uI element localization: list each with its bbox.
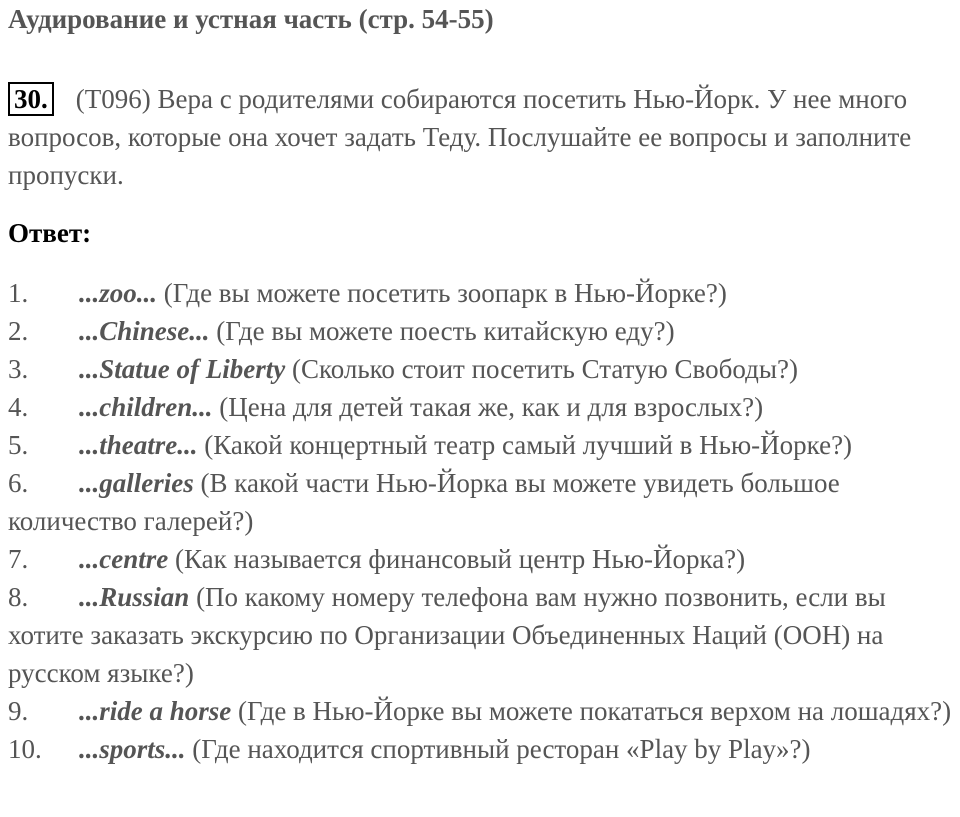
answer-item [8, 426, 953, 464]
answer-text: (По какому номеру телефона вам нужно позвонить, если вы хотите заказать экскурсию по Организации Объединенных Наций (ООН) на русском языке?) [8, 582, 886, 688]
answer-text: (Где в Нью-Йорке вы можете покататься верхом на лошадях?) [231, 696, 952, 726]
answer-text: (Цена для детей такая же, как и для взрослых?) [212, 392, 764, 422]
answer-item [8, 274, 953, 312]
answer-number: 3. [8, 354, 29, 384]
answer-keyword: ...Statue of Liberty [79, 354, 286, 384]
answer-keyword: ...children... [79, 392, 213, 422]
answer-item [8, 578, 953, 692]
answer-text: (Как называется финансовый центр Нью-Йорка?) [168, 544, 746, 574]
answer-number: 5. [8, 430, 29, 460]
answer-text: (Где вы можете посетить зоопарк в Нью-Йорке?) [157, 278, 727, 308]
answer-text: (В какой части Нью-Йорка вы можете увидеть большое количество галерей?) [8, 468, 840, 536]
task-number-badge: 30. [8, 82, 54, 116]
answer-text: (Сколько стоит посетить Статую Свободы?) [285, 354, 798, 384]
answer-keyword: ...Russian [79, 582, 190, 612]
answer-item [8, 464, 953, 540]
answer-text: (Где вы можете поесть китайскую еду?) [209, 316, 675, 346]
answer-item [8, 692, 953, 730]
answer-item [8, 388, 953, 426]
answer-item [8, 312, 953, 350]
answer-text: (Какой концертный театр самый лучший в Нью-Йорке?) [197, 430, 853, 460]
answer-keyword: ...zoo... [79, 278, 158, 308]
task-description [8, 80, 953, 194]
answer-keyword: ...sports... [79, 734, 186, 764]
answer-number: 7. [8, 544, 29, 574]
answer-keyword: ...centre [79, 544, 169, 574]
answer-keyword: ...ride a horse [79, 696, 232, 726]
section-heading: Аудирование и устная часть (стр. 54-55) [8, 4, 494, 34]
answer-number: 6. [8, 468, 29, 498]
answer-text: (Где находится спортивный ресторан «Play by Play»?) [185, 734, 811, 764]
answer-item [8, 730, 953, 768]
task-text: (T096) Вера с родителями собираются посетить Нью-Йорк. У нее много вопросов, которые она хочет задать Теду. Послушайте ее вопросы и заполните пропуски. [8, 84, 912, 190]
answer-item [8, 540, 953, 578]
answer-number: 2. [8, 316, 29, 346]
answer-number: 10. [8, 734, 42, 764]
answer-list [8, 274, 953, 768]
answer-label: Ответ: [8, 218, 92, 248]
answer-keyword: ...Chinese... [79, 316, 210, 346]
answer-keyword: ...galleries [79, 468, 194, 498]
answer-number: 1. [8, 278, 29, 308]
answer-number: 4. [8, 392, 29, 422]
answer-number: 9. [8, 696, 29, 726]
answer-item [8, 350, 953, 388]
answer-keyword: ...theatre... [79, 430, 198, 460]
answer-number: 8. [8, 582, 29, 612]
